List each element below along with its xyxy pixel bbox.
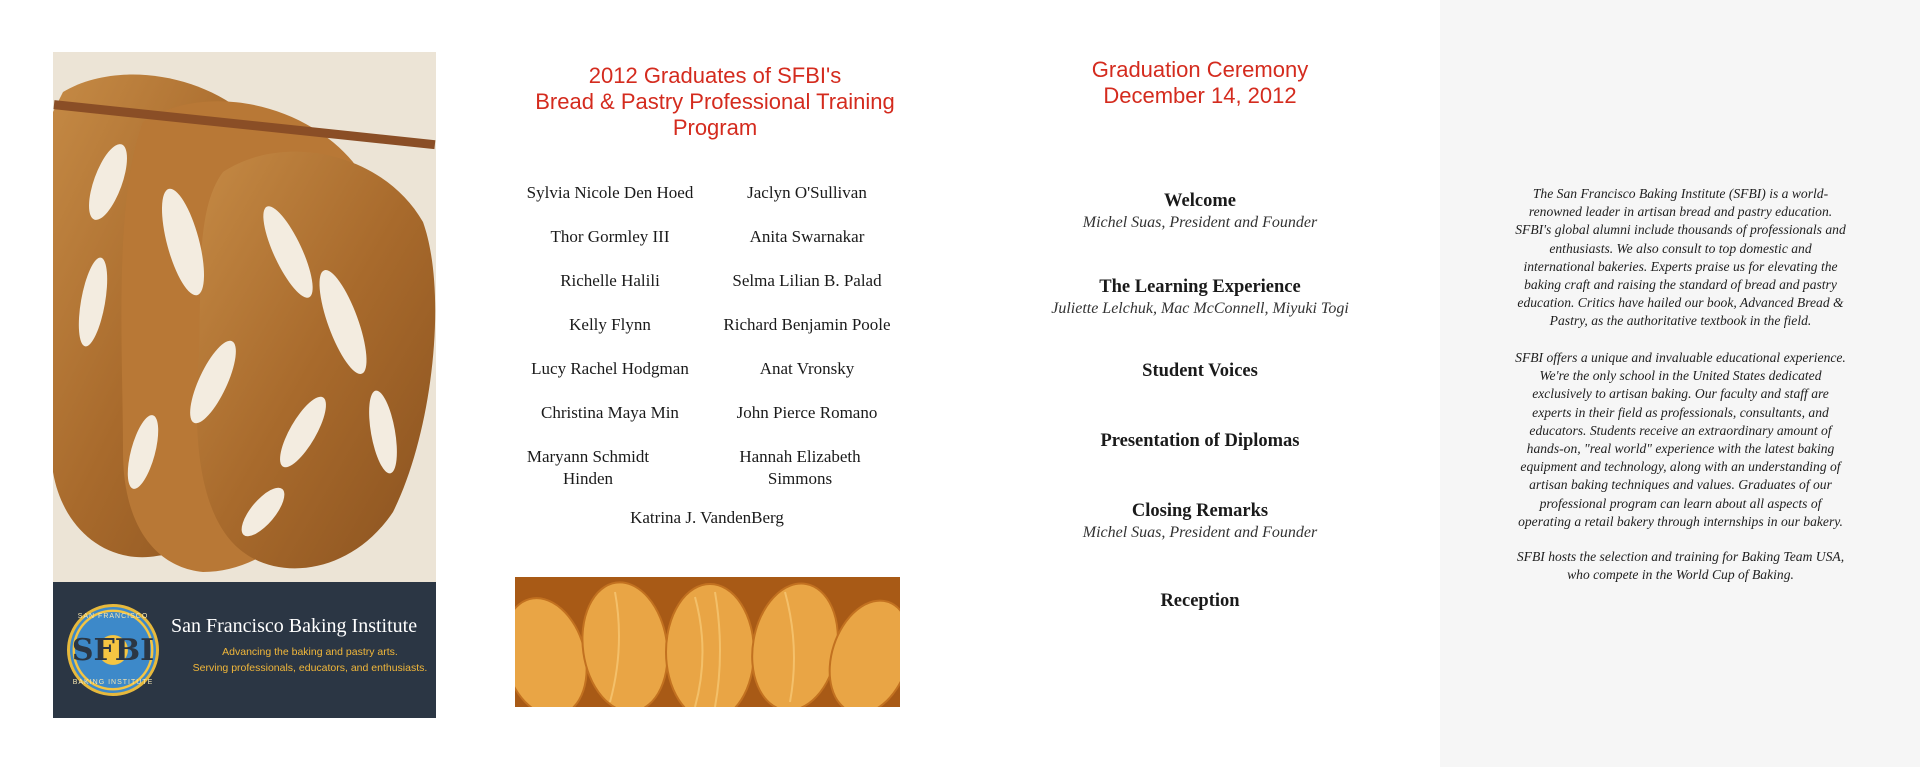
ceremony-title-line1: Graduation Ceremony (1091, 57, 1309, 82)
graduate-name: Thor Gormley III (550, 227, 670, 246)
fougasse-bread-illustration (53, 52, 436, 582)
graduate-name: Selma Lilian B. Palad (732, 271, 882, 290)
program-item-sub: Juliette Lelchuk, Mac McConnell, Miyuki Togi (1051, 300, 1349, 317)
about-line: experts in their field as professionals, consultants, and (1532, 404, 1829, 420)
ceremony-title (1000, 57, 1400, 109)
about-paragraph-1 (1478, 185, 1883, 331)
about-line: operating a retail bakery through internships in our bakery. (1518, 513, 1843, 529)
about-line: professional program can learn about all aspects of (1539, 495, 1822, 511)
about-line: exclusively to artisan baking. Our faculty and staff are (1532, 386, 1829, 402)
program-item-title: The Learning Experience (1099, 277, 1301, 297)
cover-panel (0, 0, 480, 767)
seal-text-top: SAN FRANCISCO (77, 613, 149, 620)
about-line: SFBI hosts the selection and training for Baking Team USA, (1516, 549, 1845, 564)
graduate-name: Anita Swarnakar (749, 227, 865, 246)
about-line: international bakeries. Experts praise us for elevating the (1523, 258, 1838, 274)
graduate-name: Christina Maya Min (541, 403, 679, 422)
bread-photo (53, 52, 436, 582)
graduate-name: Richelle Halili (560, 271, 660, 290)
sfbi-seal-icon (67, 604, 159, 696)
seal-text-bottom: BAKING INSTITUTE (72, 679, 154, 686)
about-line: Pastry, as the authoritative textbook in the field. (1549, 313, 1812, 329)
about-line: hands-on, "real world" experience with the latest baking (1526, 441, 1835, 457)
about-line: enthusiasts. We also consult to top domestic and (1549, 240, 1812, 256)
tagline-1: Advancing the baking and pastry arts. (222, 646, 398, 658)
seal-monogram: SFBI (71, 633, 155, 668)
tagline-2: Serving professionals, educators, and enthusiasts. (192, 662, 428, 674)
graduates-panel (480, 0, 960, 767)
about-paragraph-3 (1478, 548, 1883, 584)
logo-bar (53, 582, 436, 718)
about-line: education. Critics have hailed our book, Advanced Bread & (1517, 295, 1844, 311)
graduate-name: Anat Vronsky (759, 359, 855, 378)
graduate-name: Sylvia Nicole Den Hoed (526, 183, 694, 202)
about-line: The San Francisco Baking Institute (SFBI) is a world- (1532, 186, 1829, 201)
graduate-name: Jaclyn O'Sullivan (747, 183, 867, 202)
graduate-name: John Pierce Romano (736, 403, 878, 422)
program-item-title: Welcome (1164, 191, 1236, 211)
graduates-title (500, 63, 930, 141)
graduate-name: Richard Benjamin Poole (723, 315, 891, 334)
org-name: San Francisco Baking Institute (171, 615, 418, 637)
program-item-title: Closing Remarks (1131, 501, 1269, 521)
about-line: SFBI offers a unique and invaluable educational experience. (1515, 350, 1846, 365)
program-item-title: Student Voices (1142, 361, 1258, 381)
ceremony-panel (960, 0, 1440, 767)
graduate-name: Maryann Schmidt Hinden (526, 447, 650, 488)
graduate-name: Kelly Flynn (569, 315, 651, 334)
about-line: who compete in the World Cup of Baking. (1567, 567, 1794, 583)
graduate-name: Katrina J. VandenBerg (630, 508, 784, 527)
about-line: baking craft and raising the standard of bread and pastry (1524, 277, 1837, 293)
about-line: SFBI's global alumni include thousands of professionals and (1515, 222, 1846, 238)
about-line: artisan baking techniques and values. Graduates of our (1529, 477, 1832, 493)
about-line: renowned leader in artisan bread and pastry education. (1528, 204, 1833, 220)
about-line: educators. Students receive an extraordinary amount of (1529, 422, 1832, 438)
madeleines-photo (515, 577, 900, 707)
graduates-title-line3: Program (672, 115, 758, 140)
graduates-title-line1: 2012 Graduates of SFBI's (588, 63, 842, 88)
program-item-sub: Michel Suas, President and Founder (1082, 214, 1318, 231)
about-panel (1440, 0, 1920, 767)
ceremony-date: December 14, 2012 (1103, 83, 1297, 108)
graduate-name: Lucy Rachel Hodgman (531, 359, 689, 378)
about-line: We're the only school in the United States dedicated (1539, 368, 1822, 384)
about-paragraph-2 (1478, 349, 1883, 531)
program-item-title: Reception (1160, 591, 1240, 611)
graduate-name: Hannah Elizabeth Simmons (739, 447, 861, 488)
about-line: equipment and technology, along with an understanding of (1520, 459, 1841, 475)
program-item-title: Presentation of Diplomas (1100, 431, 1300, 451)
madeleines-illustration (515, 577, 900, 707)
program-item-sub: Michel Suas, President and Founder (1082, 524, 1318, 541)
graduates-title-line2: Bread & Pastry Professional Training (535, 89, 895, 114)
